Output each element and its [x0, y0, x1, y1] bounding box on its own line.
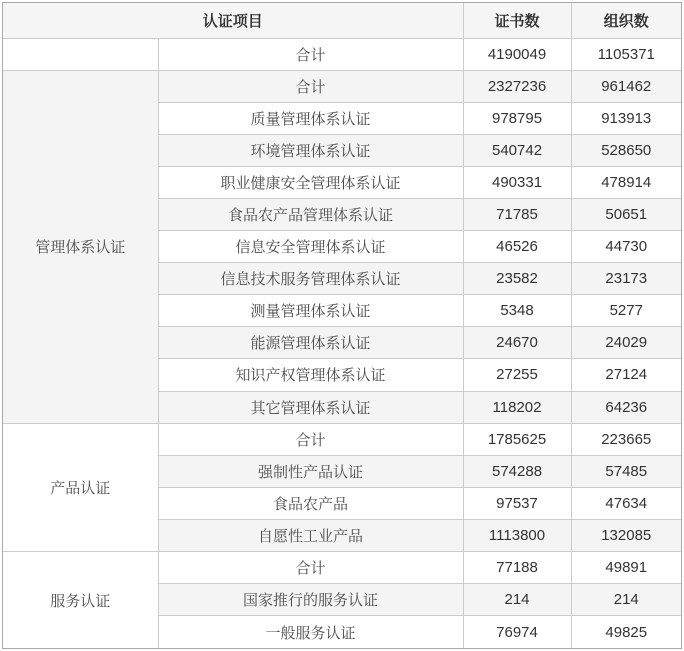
cert-count-cell: 490331	[463, 166, 571, 198]
item-cell: 自愿性工业产品	[158, 519, 463, 551]
org-count-cell: 961462	[571, 70, 681, 102]
cert-count-cell: 978795	[463, 102, 571, 134]
cert-count-cell: 4190049	[463, 38, 571, 70]
cert-count-cell: 118202	[463, 391, 571, 423]
item-cell: 食品农产品管理体系认证	[158, 198, 463, 230]
group-cell: 服务认证	[3, 552, 158, 649]
item-cell: 合计	[158, 552, 463, 584]
org-count-cell: 1105371	[571, 38, 681, 70]
item-cell: 信息安全管理体系认证	[158, 231, 463, 263]
group-cell	[3, 38, 158, 70]
org-count-cell: 50651	[571, 198, 681, 230]
org-count-cell: 64236	[571, 391, 681, 423]
org-count-cell: 57485	[571, 455, 681, 487]
cert-count-cell: 574288	[463, 455, 571, 487]
item-cell: 合计	[158, 70, 463, 102]
cert-count-cell: 1113800	[463, 519, 571, 551]
item-cell: 合计	[158, 38, 463, 70]
certification-table-grid	[3, 3, 681, 648]
org-count-cell: 23173	[571, 263, 681, 295]
org-count-cell: 44730	[571, 231, 681, 263]
cert-count-cell: 540742	[463, 134, 571, 166]
org-count-cell: 214	[571, 584, 681, 616]
table-header-row	[3, 3, 681, 38]
item-cell: 一般服务认证	[158, 616, 463, 648]
header-certificate-count: 证书数	[463, 3, 571, 38]
cert-count-cell: 27255	[463, 359, 571, 391]
org-count-cell: 49825	[571, 616, 681, 648]
item-cell: 国家推行的服务认证	[158, 584, 463, 616]
item-cell: 知识产权管理体系认证	[158, 359, 463, 391]
org-count-cell: 24029	[571, 327, 681, 359]
cert-count-cell: 77188	[463, 552, 571, 584]
table-row	[3, 552, 681, 584]
item-cell: 强制性产品认证	[158, 455, 463, 487]
table-row	[3, 70, 681, 102]
table-row	[3, 423, 681, 455]
item-cell: 食品农产品	[158, 487, 463, 519]
org-count-cell: 223665	[571, 423, 681, 455]
org-count-cell: 478914	[571, 166, 681, 198]
org-count-cell: 47634	[571, 487, 681, 519]
cert-count-cell: 214	[463, 584, 571, 616]
item-cell: 质量管理体系认证	[158, 102, 463, 134]
cert-count-cell: 71785	[463, 198, 571, 230]
org-count-cell: 913913	[571, 102, 681, 134]
cert-count-cell: 1785625	[463, 423, 571, 455]
item-cell: 环境管理体系认证	[158, 134, 463, 166]
item-cell: 测量管理体系认证	[158, 295, 463, 327]
item-cell: 能源管理体系认证	[158, 327, 463, 359]
cert-count-cell: 2327236	[463, 70, 571, 102]
cert-count-cell: 5348	[463, 295, 571, 327]
cert-count-cell: 24670	[463, 327, 571, 359]
cert-count-cell: 23582	[463, 263, 571, 295]
org-count-cell: 49891	[571, 552, 681, 584]
item-cell: 职业健康安全管理体系认证	[158, 166, 463, 198]
cert-count-cell: 97537	[463, 487, 571, 519]
table-row	[3, 38, 681, 70]
item-cell: 合计	[158, 423, 463, 455]
certification-table	[2, 2, 682, 649]
group-cell: 产品认证	[3, 423, 158, 551]
org-count-cell: 132085	[571, 519, 681, 551]
item-cell: 其它管理体系认证	[158, 391, 463, 423]
table-body	[3, 38, 681, 648]
org-count-cell: 528650	[571, 134, 681, 166]
item-cell: 信息技术服务管理体系认证	[158, 263, 463, 295]
group-cell: 管理体系认证	[3, 70, 158, 423]
header-organization-count: 组织数	[571, 3, 681, 38]
org-count-cell: 5277	[571, 295, 681, 327]
org-count-cell: 27124	[571, 359, 681, 391]
header-certification-project: 认证项目	[3, 3, 463, 38]
cert-count-cell: 76974	[463, 616, 571, 648]
cert-count-cell: 46526	[463, 231, 571, 263]
